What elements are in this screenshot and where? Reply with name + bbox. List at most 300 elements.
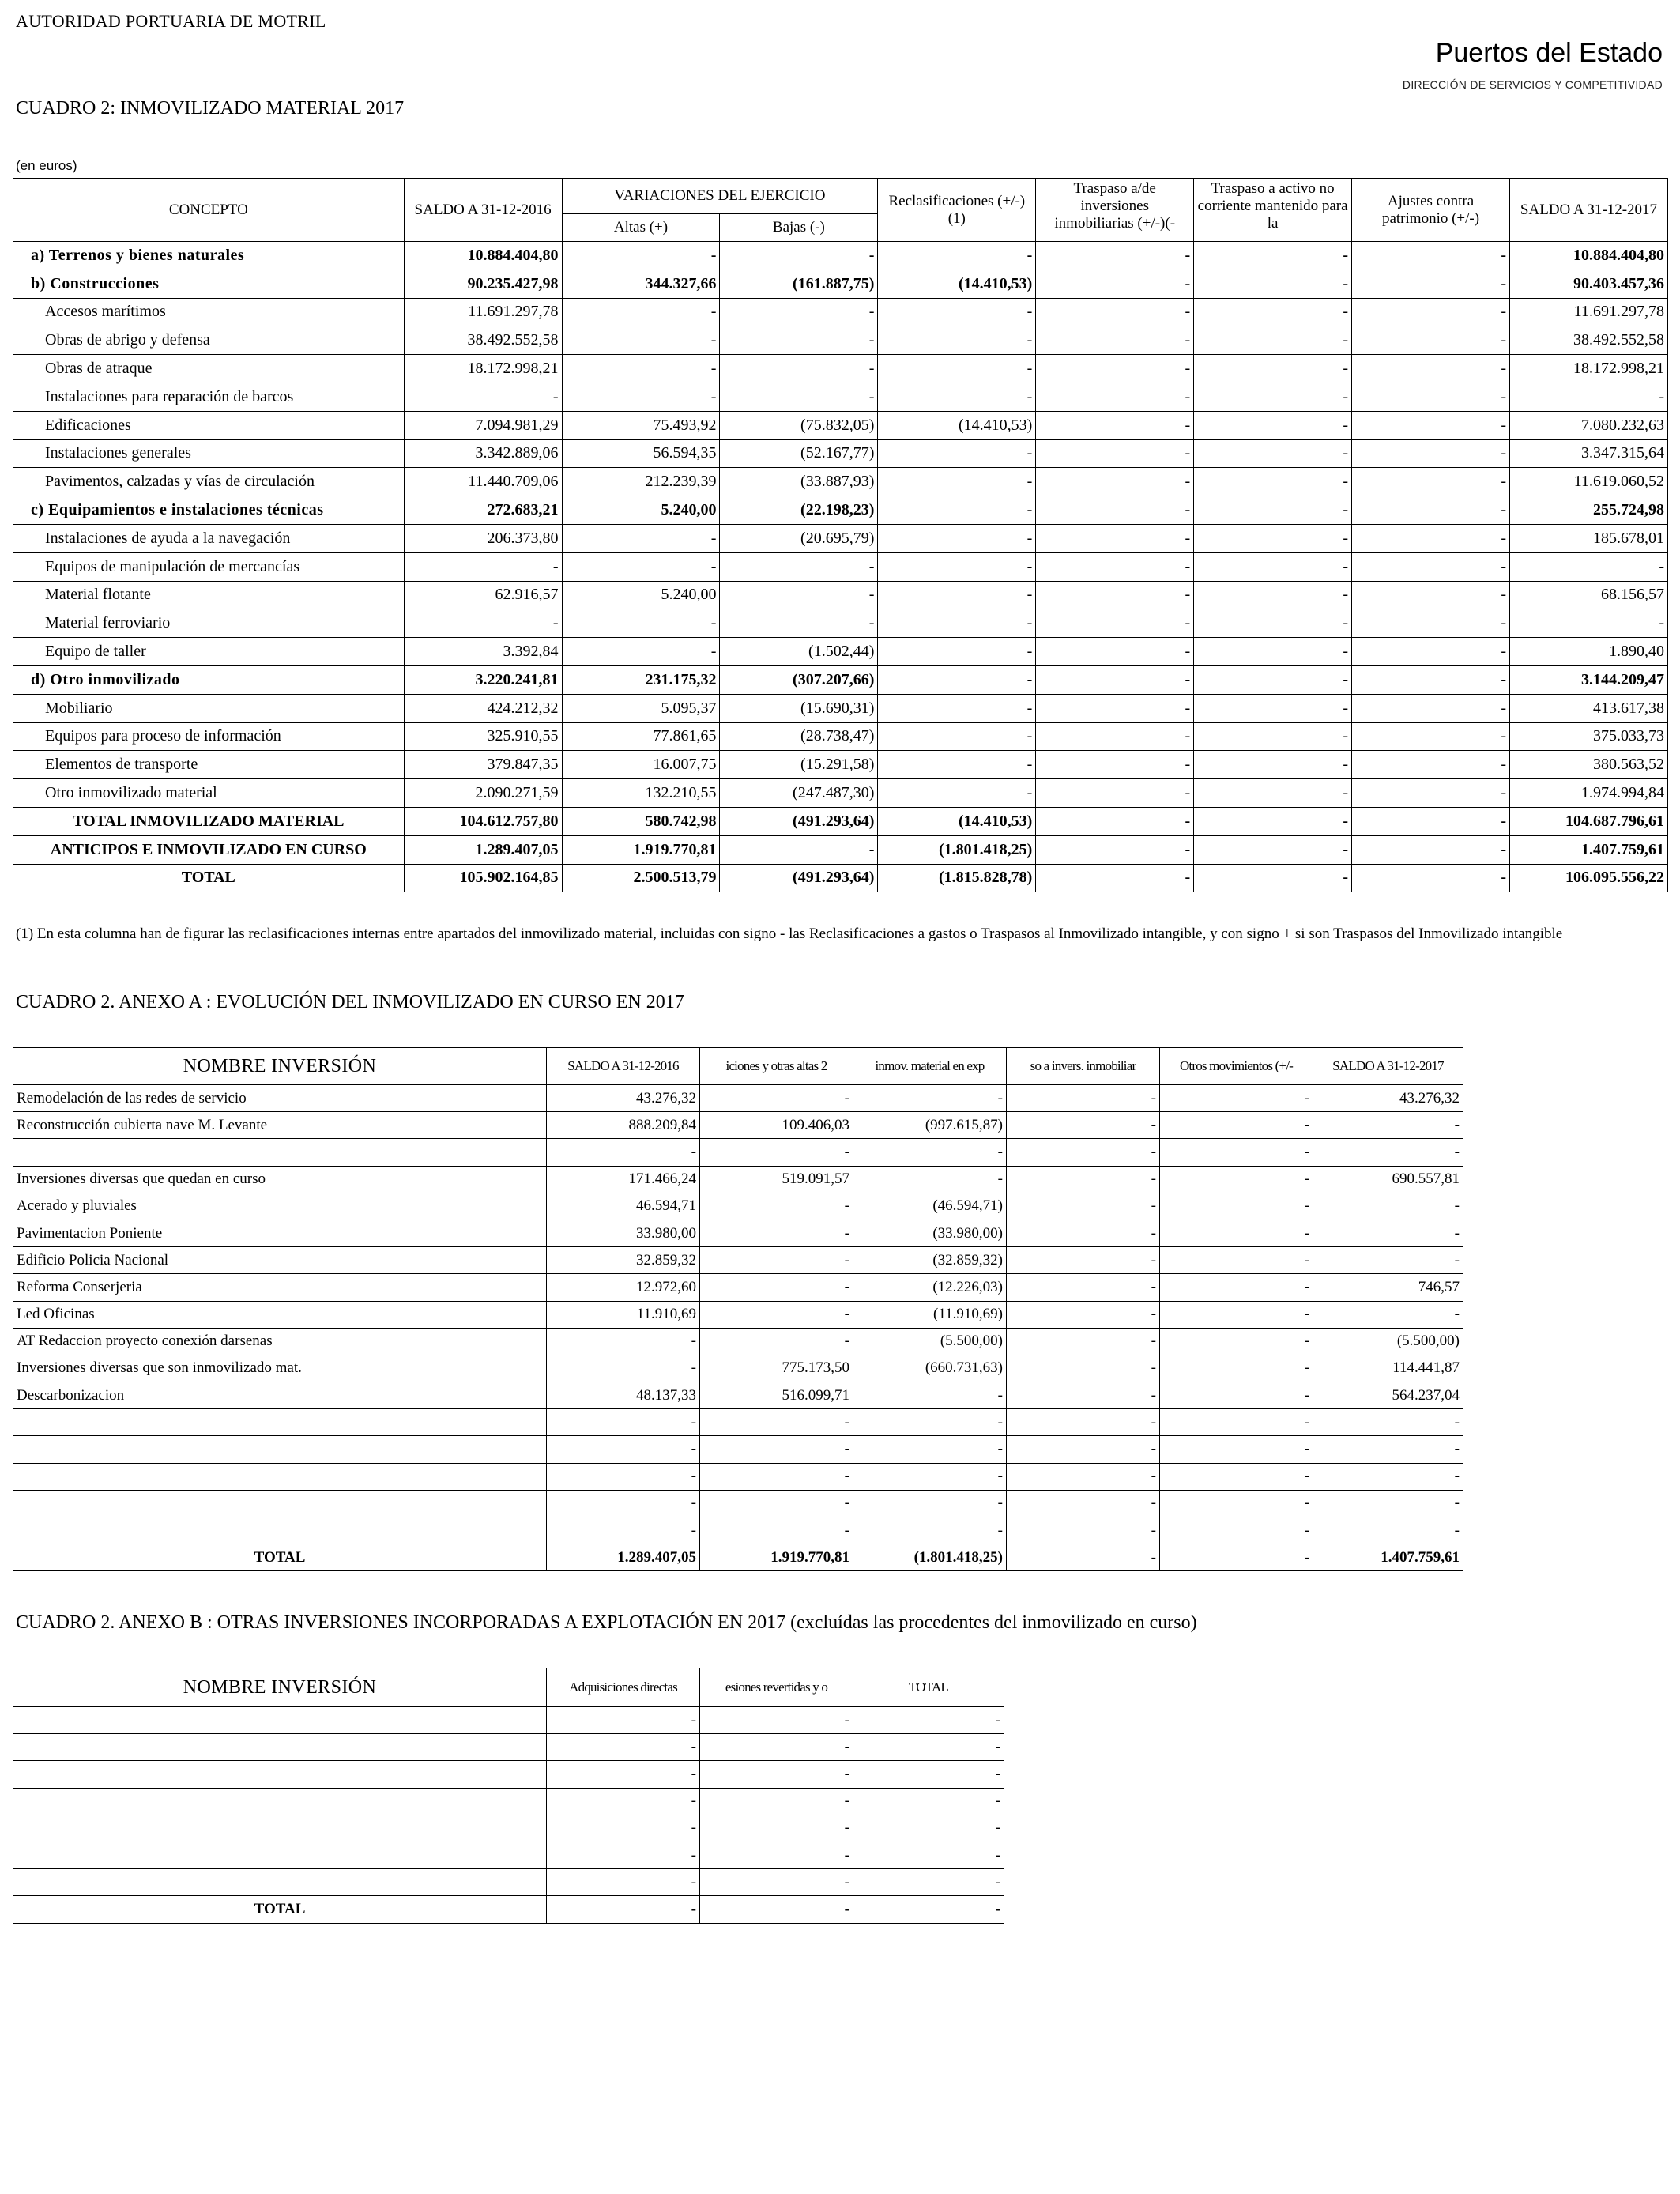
row-value: - <box>878 665 1036 694</box>
row-value: - <box>547 1869 700 1896</box>
row-value: 5.240,00 <box>562 496 720 525</box>
row-value: - <box>1352 383 1510 411</box>
row-value: - <box>1352 242 1510 270</box>
row-value: - <box>547 1517 700 1544</box>
row-value: - <box>878 552 1036 581</box>
row-value: 344.327,66 <box>562 270 720 298</box>
table-row <box>13 1761 1004 1788</box>
row-value: - <box>853 1815 1004 1842</box>
row-value: - <box>720 355 878 383</box>
investment-name <box>13 1139 547 1166</box>
column-header: esiones revertidas y o <box>700 1668 853 1707</box>
row-value: - <box>1313 1517 1463 1544</box>
table-row <box>13 1328 1463 1355</box>
row-label: Elementos de transporte <box>13 751 405 779</box>
header-altas: Altas (+) <box>562 214 720 242</box>
row-value: - <box>1313 1490 1463 1517</box>
total-row <box>13 1544 1463 1571</box>
row-value: - <box>1007 1220 1160 1246</box>
row-value: (247.487,30) <box>720 779 878 808</box>
row-value: (22.198,23) <box>720 496 878 525</box>
row-value: - <box>1007 1112 1160 1139</box>
row-value: - <box>700 1409 853 1436</box>
row-value: - <box>404 609 562 638</box>
row-value: - <box>1036 581 1194 609</box>
row-value: - <box>1509 383 1667 411</box>
row-value: - <box>700 1274 853 1301</box>
row-value: (660.731,63) <box>853 1355 1007 1382</box>
row-value: 2.090.271,59 <box>404 779 562 808</box>
row-value: - <box>1352 552 1510 581</box>
table-row <box>13 751 1668 779</box>
row-value: - <box>1036 242 1194 270</box>
row-label: Mobiliario <box>13 694 405 722</box>
row-value: - <box>1036 468 1194 496</box>
row-value: - <box>1036 694 1194 722</box>
row-value: - <box>878 779 1036 808</box>
row-value: - <box>547 1761 700 1788</box>
row-value: (5.500,00) <box>1313 1328 1463 1355</box>
row-value: 1.974.994,84 <box>1509 779 1667 808</box>
table-row <box>13 326 1668 355</box>
anexo-a-table <box>13 1047 1463 1571</box>
row-value: - <box>1036 609 1194 638</box>
row-value: - <box>547 1490 700 1517</box>
row-label: TOTAL INMOVILIZADO MATERIAL <box>13 807 405 835</box>
row-label: a) Terrenos y bienes naturales <box>13 242 405 270</box>
row-value: - <box>700 1842 853 1868</box>
column-header: Otros movimientos (+/- <box>1160 1048 1313 1085</box>
row-value: - <box>720 552 878 581</box>
row-value: - <box>1194 638 1352 666</box>
row-value: - <box>878 242 1036 270</box>
header-saldo-2017: SALDO A 31-12-2017 <box>1509 179 1667 242</box>
row-value: 255.724,98 <box>1509 496 1667 525</box>
row-value: - <box>878 496 1036 525</box>
row-value: - <box>1036 270 1194 298</box>
row-value: 1.919.770,81 <box>562 835 720 864</box>
table-row <box>13 496 1668 525</box>
row-value: - <box>1036 665 1194 694</box>
row-value: 90.235.427,98 <box>404 270 562 298</box>
row-value: (32.859,32) <box>853 1247 1007 1274</box>
table-row <box>13 270 1668 298</box>
row-value: - <box>1007 1274 1160 1301</box>
row-value: - <box>1160 1436 1313 1463</box>
row-value: 68.156,57 <box>1509 581 1667 609</box>
row-value: - <box>1352 609 1510 638</box>
row-value: - <box>1194 864 1352 892</box>
row-value: - <box>1007 1301 1160 1328</box>
row-value: - <box>853 1085 1007 1112</box>
row-value: 11.619.060,52 <box>1509 468 1667 496</box>
table-row <box>13 1734 1004 1761</box>
table-row <box>13 609 1668 638</box>
row-label: Material ferroviario <box>13 609 405 638</box>
row-value: - <box>1313 1139 1463 1166</box>
row-value: - <box>878 439 1036 468</box>
row-value: - <box>404 383 562 411</box>
row-value: - <box>1036 496 1194 525</box>
row-value: - <box>1160 1085 1313 1112</box>
row-value: - <box>720 298 878 326</box>
row-value: 171.466,24 <box>547 1166 700 1193</box>
row-value: 109.406,03 <box>700 1112 853 1139</box>
table-row <box>13 411 1668 439</box>
row-value: - <box>1194 496 1352 525</box>
row-value: - <box>1313 1409 1463 1436</box>
brand-subtitle: DIRECCIÓN DE SERVICIOS Y COMPETITIVIDAD <box>1402 78 1663 91</box>
investment-name: Reconstrucción cubierta nave M. Levante <box>13 1112 547 1139</box>
row-value: - <box>700 1707 853 1734</box>
row-value: - <box>878 524 1036 552</box>
row-value: - <box>700 1463 853 1490</box>
row-label: d) Otro inmovilizado <box>13 665 405 694</box>
row-label: Pavimentos, calzadas y vías de circulación <box>13 468 405 496</box>
row-value: - <box>1352 694 1510 722</box>
row-value: - <box>1352 468 1510 496</box>
row-value: - <box>700 1517 853 1544</box>
table-row <box>13 1166 1463 1193</box>
row-value: 106.095.556,22 <box>1509 864 1667 892</box>
units-label: (en euros) <box>16 158 77 173</box>
table-row <box>13 722 1668 751</box>
row-value: (1.815.828,78) <box>878 864 1036 892</box>
row-value: - <box>878 694 1036 722</box>
row-value: - <box>562 524 720 552</box>
header-nombre-inversion: NOMBRE INVERSIÓN <box>13 1048 547 1085</box>
row-value: 114.441,87 <box>1313 1355 1463 1382</box>
row-value: - <box>1036 524 1194 552</box>
table-row <box>13 1842 1004 1868</box>
row-value: - <box>878 638 1036 666</box>
row-value: - <box>547 1463 700 1490</box>
row-value: 206.373,80 <box>404 524 562 552</box>
anexo-a-title: CUADRO 2. ANEXO A : EVOLUCIÓN DEL INMOVILIZADO EN CURSO EN 2017 <box>16 992 684 1012</box>
row-value: - <box>1313 1220 1463 1246</box>
table-row <box>13 1409 1463 1436</box>
row-value: - <box>700 1734 853 1761</box>
row-value: - <box>1007 1328 1160 1355</box>
row-value: - <box>1007 1085 1160 1112</box>
row-label: TOTAL <box>13 864 405 892</box>
row-value: - <box>1007 1139 1160 1166</box>
row-value: 105.902.164,85 <box>404 864 562 892</box>
row-value: - <box>1352 665 1510 694</box>
row-value: - <box>1194 609 1352 638</box>
row-value: - <box>404 552 562 581</box>
investment-name <box>13 1734 547 1761</box>
row-value: - <box>700 1139 853 1166</box>
row-value: - <box>1194 779 1352 808</box>
row-value: - <box>1352 439 1510 468</box>
row-value: - <box>1007 1166 1160 1193</box>
authority-name: AUTORIDAD PORTUARIA DE MOTRIL <box>16 11 326 31</box>
table-row <box>13 242 1668 270</box>
row-value: - <box>878 468 1036 496</box>
row-value: 231.175,32 <box>562 665 720 694</box>
table-row <box>13 1274 1463 1301</box>
row-value: 3.347.315,64 <box>1509 439 1667 468</box>
total-value: - <box>1007 1544 1160 1571</box>
row-value: - <box>1160 1301 1313 1328</box>
row-value: - <box>1194 270 1352 298</box>
row-value: 12.972,60 <box>547 1274 700 1301</box>
row-value: 75.493,92 <box>562 411 720 439</box>
row-value: 46.594,71 <box>547 1193 700 1220</box>
investment-name <box>13 1815 547 1842</box>
row-value: - <box>547 1139 700 1166</box>
row-value: 185.678,01 <box>1509 524 1667 552</box>
row-value: - <box>720 835 878 864</box>
row-value: - <box>853 1139 1007 1166</box>
row-value: - <box>1352 722 1510 751</box>
row-value: - <box>1352 638 1510 666</box>
row-value: 1.407.759,61 <box>1509 835 1667 864</box>
row-value: - <box>1194 326 1352 355</box>
row-value: - <box>1007 1490 1160 1517</box>
row-value: - <box>1160 1517 1313 1544</box>
row-label: Equipos para proceso de información <box>13 722 405 751</box>
row-label: Edificaciones <box>13 411 405 439</box>
header-reclasificaciones: Reclasificaciones (+/-) (1) <box>878 179 1036 242</box>
row-value: - <box>1352 326 1510 355</box>
row-value: - <box>1352 270 1510 298</box>
row-value: - <box>547 1409 700 1436</box>
row-value: - <box>700 1788 853 1815</box>
investment-name <box>13 1707 547 1734</box>
row-value: - <box>547 1355 700 1382</box>
row-value: - <box>1007 1382 1160 1409</box>
investment-name <box>13 1490 547 1517</box>
row-value: 77.861,65 <box>562 722 720 751</box>
row-value: - <box>1352 581 1510 609</box>
row-value: - <box>720 581 878 609</box>
header-ajustes: Ajustes contra patrimonio (+/-) <box>1352 179 1510 242</box>
header-nombre-inversion: NOMBRE INVERSIÓN <box>13 1668 547 1707</box>
row-value: - <box>562 242 720 270</box>
table-row <box>13 524 1668 552</box>
row-value: 38.492.552,58 <box>1509 326 1667 355</box>
row-value: - <box>700 1247 853 1274</box>
row-value: (491.293,64) <box>720 807 878 835</box>
row-value: 104.612.757,80 <box>404 807 562 835</box>
row-value: - <box>1036 864 1194 892</box>
row-value: 212.239,39 <box>562 468 720 496</box>
row-value: - <box>1352 496 1510 525</box>
table-row <box>13 1355 1463 1382</box>
row-value: - <box>878 609 1036 638</box>
row-value: (161.887,75) <box>720 270 878 298</box>
row-value: 3.220.241,81 <box>404 665 562 694</box>
row-value: (5.500,00) <box>853 1328 1007 1355</box>
table-row <box>13 694 1668 722</box>
row-value: 48.137,33 <box>547 1382 700 1409</box>
row-value: - <box>1160 1274 1313 1301</box>
table-row <box>13 581 1668 609</box>
row-value: - <box>1313 1463 1463 1490</box>
row-value: 519.091,57 <box>700 1166 853 1193</box>
table-row <box>13 1301 1463 1328</box>
row-value: - <box>853 1463 1007 1490</box>
row-value: 7.094.981,29 <box>404 411 562 439</box>
row-value: - <box>547 1328 700 1355</box>
row-value: - <box>700 1085 853 1112</box>
row-value: - <box>1036 722 1194 751</box>
table-row <box>13 298 1668 326</box>
total-value: 1.289.407,05 <box>547 1544 700 1571</box>
row-value: 56.594,35 <box>562 439 720 468</box>
row-value: - <box>562 298 720 326</box>
row-value: - <box>1194 694 1352 722</box>
row-label: Instalaciones generales <box>13 439 405 468</box>
row-value: 90.403.457,36 <box>1509 270 1667 298</box>
row-value: 3.342.889,06 <box>404 439 562 468</box>
row-value: 5.240,00 <box>562 581 720 609</box>
row-value: (14.410,53) <box>878 807 1036 835</box>
row-value: - <box>1352 864 1510 892</box>
row-value: - <box>1352 751 1510 779</box>
investment-name: Descarbonizacion <box>13 1382 547 1409</box>
row-value: - <box>853 1788 1004 1815</box>
row-value: - <box>853 1382 1007 1409</box>
row-value: 516.099,71 <box>700 1382 853 1409</box>
row-label: Accesos marítimos <box>13 298 405 326</box>
table-row <box>13 1869 1004 1896</box>
row-value: - <box>1160 1139 1313 1166</box>
row-label: Instalaciones para reparación de barcos <box>13 383 405 411</box>
row-value: - <box>1007 1247 1160 1274</box>
row-value: - <box>700 1328 853 1355</box>
column-header: iciones y otras altas 2 <box>700 1048 853 1085</box>
investment-name <box>13 1761 547 1788</box>
row-value: - <box>1036 751 1194 779</box>
investment-name <box>13 1842 547 1868</box>
row-value: - <box>1194 722 1352 751</box>
row-value: - <box>1194 835 1352 864</box>
row-value: 413.617,38 <box>1509 694 1667 722</box>
row-value: - <box>1036 638 1194 666</box>
total-value: (1.801.418,25) <box>853 1544 1007 1571</box>
row-value: - <box>1352 355 1510 383</box>
row-value: - <box>1194 665 1352 694</box>
total-value: - <box>853 1896 1004 1923</box>
table-row <box>13 1139 1463 1166</box>
table-row <box>13 355 1668 383</box>
investment-name: Reforma Conserjeria <box>13 1274 547 1301</box>
table-row <box>13 1707 1004 1734</box>
row-value: 11.691.297,78 <box>404 298 562 326</box>
row-value: (15.291,58) <box>720 751 878 779</box>
row-value: 11.691.297,78 <box>1509 298 1667 326</box>
row-value: - <box>1509 609 1667 638</box>
row-value: - <box>700 1815 853 1842</box>
investment-name <box>13 1788 547 1815</box>
investment-name <box>13 1436 547 1463</box>
row-value: (14.410,53) <box>878 270 1036 298</box>
row-value: - <box>878 581 1036 609</box>
row-value: 379.847,35 <box>404 751 562 779</box>
table-row <box>13 1193 1463 1220</box>
row-value: - <box>1194 581 1352 609</box>
row-value: - <box>562 355 720 383</box>
row-value: 325.910,55 <box>404 722 562 751</box>
table-row <box>13 383 1668 411</box>
row-value: - <box>562 638 720 666</box>
table-row <box>13 779 1668 808</box>
row-value: 11.910,69 <box>547 1301 700 1328</box>
row-value: - <box>1160 1463 1313 1490</box>
column-header: so a invers. inmobiliar <box>1007 1048 1160 1085</box>
row-value: 38.492.552,58 <box>404 326 562 355</box>
row-value: - <box>700 1436 853 1463</box>
row-value: - <box>1509 552 1667 581</box>
table-row <box>13 835 1668 864</box>
row-value: - <box>547 1815 700 1842</box>
row-value: - <box>1352 807 1510 835</box>
investment-name: Inversiones diversas que son inmovilizado mat. <box>13 1355 547 1382</box>
table-row <box>13 1382 1463 1409</box>
investment-name <box>13 1869 547 1896</box>
row-value: - <box>853 1409 1007 1436</box>
row-value: 10.884.404,80 <box>404 242 562 270</box>
row-value: (1.801.418,25) <box>878 835 1036 864</box>
row-value: 7.080.232,63 <box>1509 411 1667 439</box>
total-value: 1.919.770,81 <box>700 1544 853 1571</box>
row-value: - <box>878 355 1036 383</box>
column-header: inmov. material en exp <box>853 1048 1007 1085</box>
row-value: - <box>1352 524 1510 552</box>
total-label: TOTAL <box>13 1544 547 1571</box>
row-value: - <box>1036 835 1194 864</box>
row-value: 18.172.998,21 <box>1509 355 1667 383</box>
row-value: - <box>720 242 878 270</box>
row-label: c) Equipamientos e instalaciones técnicas <box>13 496 405 525</box>
row-value: 5.095,37 <box>562 694 720 722</box>
header-saldo-2016: SALDO A 31-12-2016 <box>404 179 562 242</box>
investment-name: Acerado y pluviales <box>13 1193 547 1220</box>
investment-name: Inversiones diversas que quedan en curso <box>13 1166 547 1193</box>
row-value: 3.392,84 <box>404 638 562 666</box>
row-value: - <box>1007 1517 1160 1544</box>
row-value: - <box>1313 1193 1463 1220</box>
row-value: - <box>1160 1355 1313 1382</box>
row-value: 3.144.209,47 <box>1509 665 1667 694</box>
row-value: - <box>1036 807 1194 835</box>
row-value: 11.440.709,06 <box>404 468 562 496</box>
investment-name <box>13 1409 547 1436</box>
row-value: - <box>1007 1436 1160 1463</box>
row-value: - <box>1007 1409 1160 1436</box>
table-row <box>13 552 1668 581</box>
investment-name: Led Oficinas <box>13 1301 547 1328</box>
investment-name <box>13 1517 547 1544</box>
row-value: - <box>700 1193 853 1220</box>
row-value: - <box>700 1490 853 1517</box>
row-value: (52.167,77) <box>720 439 878 468</box>
row-value: 18.172.998,21 <box>404 355 562 383</box>
row-value: - <box>1160 1382 1313 1409</box>
table-row <box>13 638 1668 666</box>
row-value: (14.410,53) <box>878 411 1036 439</box>
row-value: - <box>1313 1301 1463 1328</box>
row-value: - <box>1194 439 1352 468</box>
row-value: - <box>562 326 720 355</box>
row-value: - <box>1194 411 1352 439</box>
row-value: (28.738,47) <box>720 722 878 751</box>
column-header: Adquisiciones directas <box>547 1668 700 1707</box>
table-row <box>13 439 1668 468</box>
